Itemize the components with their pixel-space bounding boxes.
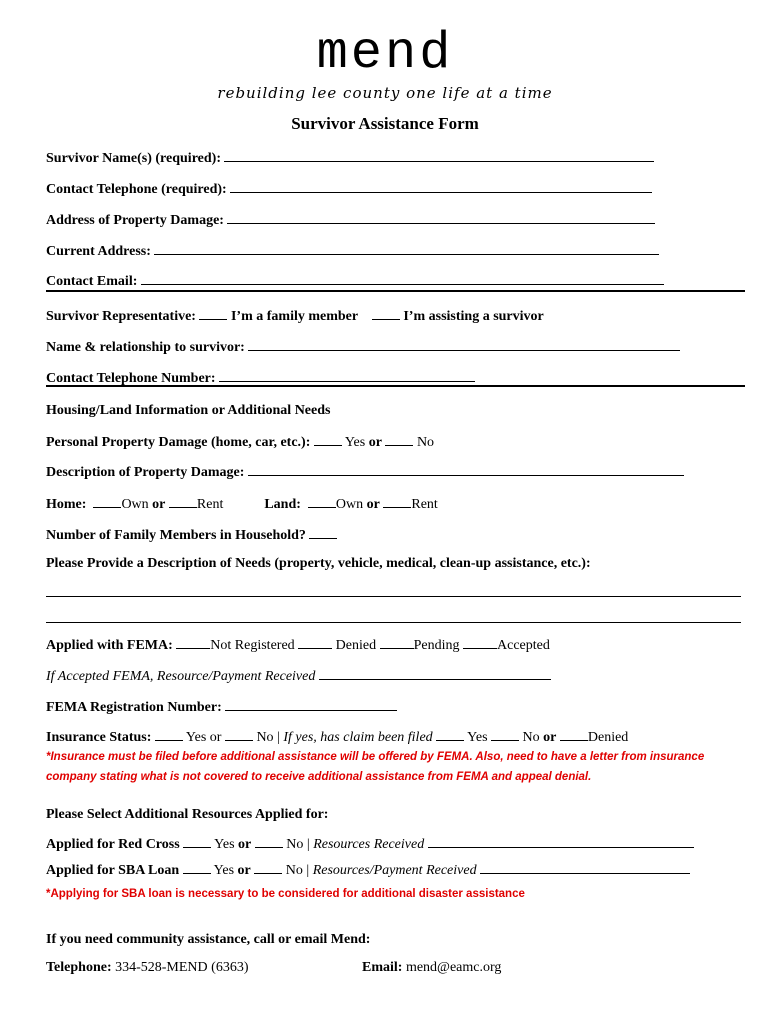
yes-option: Yes <box>185 730 207 745</box>
fema-pending-blank[interactable] <box>380 635 414 649</box>
land-own-blank[interactable] <box>308 494 336 508</box>
mend-logo: mend <box>316 24 454 83</box>
or-text: or <box>368 435 382 450</box>
representative-label: Survivor Representative: <box>46 309 196 324</box>
home-land-row <box>46 494 438 514</box>
fema-received-row <box>46 666 551 686</box>
sba-row <box>46 860 690 880</box>
land-label: Land: <box>264 497 301 512</box>
separator: | <box>277 730 280 745</box>
no-option: No <box>256 730 274 745</box>
or-text: or <box>238 837 252 852</box>
sba-no-blank[interactable] <box>254 860 282 874</box>
red-cross-yes-blank[interactable] <box>183 834 211 848</box>
or-text: or <box>152 497 166 512</box>
family-member-blank[interactable] <box>199 306 227 320</box>
contact-email-label: Contact Email: <box>46 274 138 289</box>
claim-filed-label: If yes, has claim been filed <box>283 730 433 745</box>
accepted-option: Accepted <box>497 638 550 653</box>
tagline: rebuilding lee county one life at a time <box>217 84 553 102</box>
resources-heading: Please Select Additional Resources Applied for: <box>46 807 329 822</box>
claim-yes-blank[interactable] <box>436 727 464 741</box>
land-own-option: Own <box>335 497 364 512</box>
name-relationship-row <box>46 337 680 357</box>
home-own-option: Own <box>121 497 149 512</box>
contact-email-row <box>46 271 664 291</box>
fema-registration-field[interactable] <box>225 697 397 711</box>
fema-received-field[interactable] <box>319 666 551 680</box>
yes-option: Yes <box>214 837 235 852</box>
red-cross-received-field[interactable] <box>428 834 694 848</box>
separator: | <box>306 837 310 852</box>
yes-option: Yes <box>213 863 235 878</box>
survivor-name-row <box>46 148 654 168</box>
needs-description-label: Please Provide a Description of Needs (property, vehicle, medical, clean-up assistance, etc.): <box>46 556 591 571</box>
red-cross-label: Applied for Red Cross <box>46 837 180 852</box>
fema-received-label: If Accepted FEMA, Resource/Payment Received <box>46 669 316 684</box>
family-members-field[interactable] <box>309 525 337 539</box>
personal-damage-no-blank[interactable] <box>385 432 413 446</box>
rep-phone-label: Contact Telephone Number: <box>46 371 216 386</box>
contact-email-field[interactable] <box>141 271 664 285</box>
form-title: Survivor Assistance Form <box>291 114 479 133</box>
email-value[interactable]: mend@eamc.org <box>405 960 502 975</box>
damage-description-label: Description of Property Damage: <box>46 465 245 480</box>
contact-phone-row <box>46 959 248 977</box>
no-option: No <box>286 837 304 852</box>
denied-option: Denied <box>587 730 629 745</box>
current-address-row <box>46 241 659 261</box>
needs-line-1[interactable] <box>46 596 741 597</box>
denied-option: Denied <box>335 638 377 653</box>
fema-not-registered-blank[interactable] <box>176 635 210 649</box>
survivor-name-field[interactable] <box>224 148 654 162</box>
land-rent-blank[interactable] <box>383 494 411 508</box>
representative-row <box>46 306 544 326</box>
home-rent-option: Rent <box>196 497 224 512</box>
insurance-no-blank[interactable] <box>225 727 253 741</box>
home-label: Home: <box>46 497 87 512</box>
claim-denied-blank[interactable] <box>560 727 588 741</box>
separator: | <box>306 863 310 878</box>
or-text: or <box>543 730 557 745</box>
contact-email-row <box>362 959 501 977</box>
email-label: Email: <box>362 960 403 975</box>
no-option: No <box>416 435 435 450</box>
survivor-name-label: Survivor Name(s) (required): <box>46 151 221 166</box>
fema-applied-label: Applied with FEMA: <box>46 638 173 653</box>
sba-note: *Applying for SBA loan is necessary to be considered for additional disaster assistance <box>46 888 525 900</box>
land-rent-option: Rent <box>411 497 438 512</box>
or-text: or <box>366 497 380 512</box>
family-members-label: Number of Family Members in Household? <box>46 528 306 543</box>
sba-received-label: Resources/Payment Received <box>312 863 477 878</box>
no-option: No <box>285 863 303 878</box>
sba-yes-blank[interactable] <box>183 860 211 874</box>
insurance-status-row <box>46 727 628 747</box>
contact-phone-row <box>46 179 652 199</box>
fema-registration-row <box>46 697 397 717</box>
telephone-value: 334-528-MEND (6363) <box>115 960 249 975</box>
section-divider <box>46 290 745 292</box>
family-member-option: I’m a family member <box>230 309 358 324</box>
insurance-yes-blank[interactable] <box>155 727 183 741</box>
current-address-label: Current Address: <box>46 244 151 259</box>
red-cross-received-label: Resources Received <box>313 837 425 852</box>
red-cross-no-blank[interactable] <box>255 834 283 848</box>
red-cross-row <box>46 834 694 854</box>
damage-address-row <box>46 210 655 230</box>
sba-label: Applied for SBA Loan <box>46 863 180 878</box>
damage-address-field[interactable] <box>227 210 655 224</box>
yes-option: Yes <box>467 730 488 745</box>
home-own-blank[interactable] <box>93 494 121 508</box>
assisting-survivor-blank[interactable] <box>372 306 400 320</box>
name-relationship-label: Name & relationship to survivor: <box>46 340 245 355</box>
needs-line-2[interactable] <box>46 622 741 623</box>
sba-received-field[interactable] <box>480 860 690 874</box>
fema-accepted-blank[interactable] <box>463 635 497 649</box>
current-address-field[interactable] <box>154 241 659 255</box>
contact-phone-field[interactable] <box>230 179 652 193</box>
rep-phone-field[interactable] <box>219 368 475 382</box>
housing-heading: Housing/Land Information or Additional Needs <box>46 403 331 418</box>
personal-damage-yes-blank[interactable] <box>314 432 342 446</box>
home-rent-blank[interactable] <box>169 494 197 508</box>
not-registered-option: Not Registered <box>210 638 295 653</box>
assisting-survivor-option: I’m assisting a survivor <box>403 309 544 324</box>
fema-applied-row <box>46 635 550 655</box>
damage-description-row <box>46 462 684 482</box>
contact-heading: If you need community assistance, call or email Mend: <box>46 932 371 947</box>
family-members-row <box>46 525 337 545</box>
name-relationship-field[interactable] <box>248 337 680 351</box>
claim-no-blank[interactable] <box>491 727 519 741</box>
or-text: or <box>237 863 251 878</box>
personal-damage-label: Personal Property Damage (home, car, etc.): <box>46 435 311 450</box>
no-option: No <box>522 730 540 745</box>
damage-address-label: Address of Property Damage: <box>46 213 224 228</box>
pending-option: Pending <box>413 638 460 653</box>
or-text: or <box>209 730 222 745</box>
section-divider <box>46 385 745 387</box>
insurance-note-line-1: *Insurance must be filed before additional assistance will be offered by FEMA. Also, need to have a letter from insurance <box>46 751 705 763</box>
insurance-status-label: Insurance Status: <box>46 730 152 745</box>
fema-registration-label: FEMA Registration Number: <box>46 700 222 715</box>
fema-denied-blank[interactable] <box>298 635 332 649</box>
insurance-note-line-2: company stating what is not covered to receive additional assistance from FEMA and appeal denial. <box>46 771 592 783</box>
contact-phone-label: Contact Telephone (required): <box>46 182 227 197</box>
yes-option: Yes <box>344 435 366 450</box>
telephone-label: Telephone: <box>46 960 112 975</box>
damage-description-field[interactable] <box>248 462 684 476</box>
personal-damage-row <box>46 432 434 452</box>
